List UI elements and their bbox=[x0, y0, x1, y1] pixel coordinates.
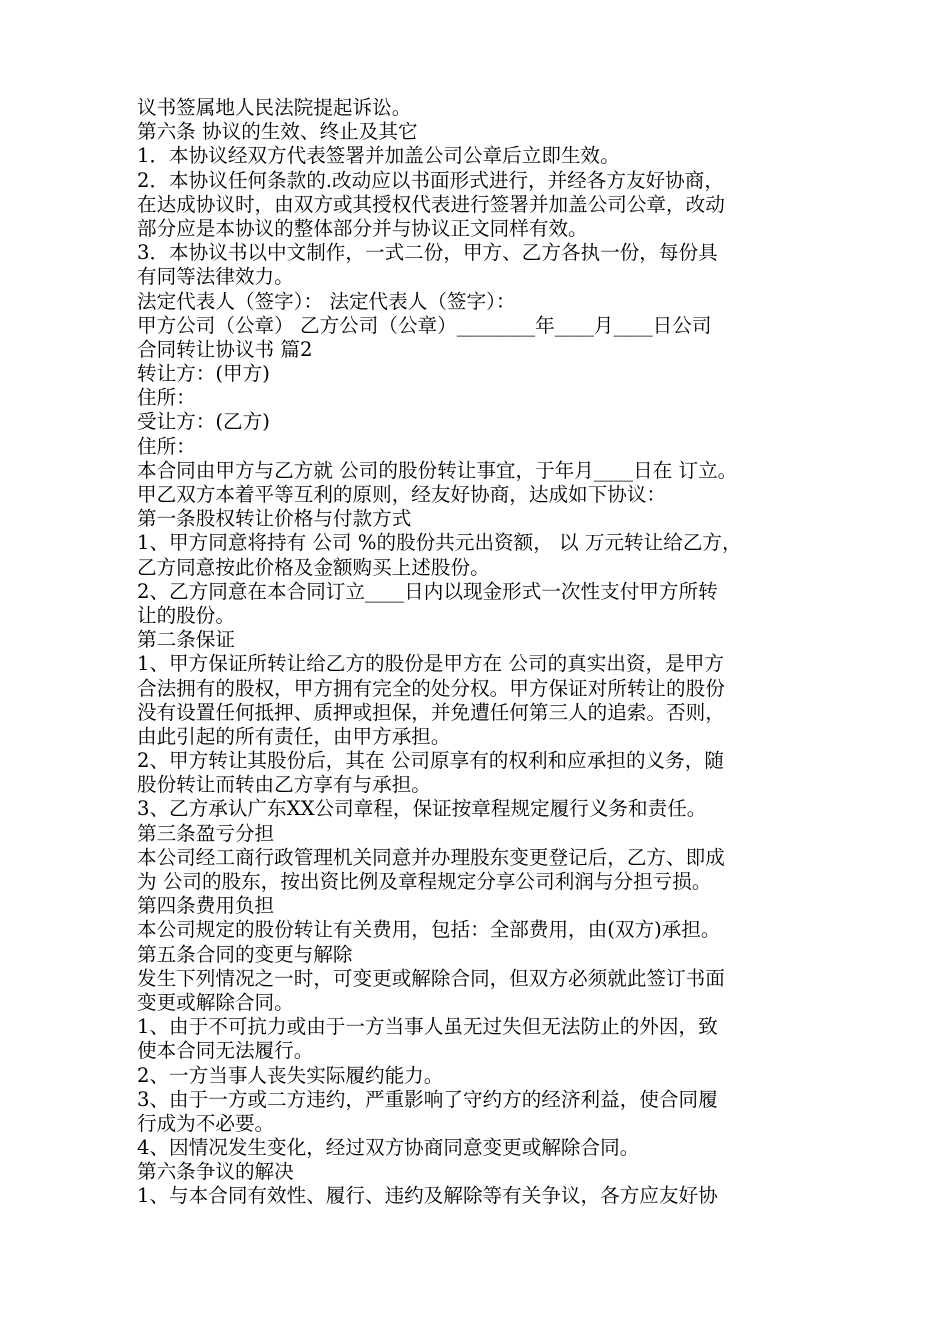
text-line: 由此引起的所有责任，由甲方承担。 bbox=[137, 724, 451, 748]
document-title: 合同转让协议书 篇2 bbox=[137, 337, 313, 361]
section-heading: 第四条费用负担 bbox=[137, 894, 275, 918]
text-line: 没有设置任何抵押、质押或担保，并免遭任何第三人的追索。否则， bbox=[137, 700, 725, 724]
text-line: 4、因情况发生变化，经过双方协商同意变更或解除合同。 bbox=[137, 1136, 640, 1160]
text-line: 在达成协议时，由双方或其授权代表进行签署并加盖公司公章，改动 bbox=[137, 192, 725, 216]
signature-line: 法定代表人（签字）： 法定代表人（签字）： bbox=[137, 289, 516, 313]
text-line: 本公司经工商行政管理机关同意并办理股东变更登记后，乙方、即成 bbox=[137, 845, 725, 869]
text-line: 议书签属地人民法院提起诉讼。 bbox=[137, 96, 412, 119]
section-heading: 第三条盈亏分担 bbox=[137, 821, 275, 845]
text-line: 1、甲方同意将持有 公司 %的股份共元出资额， 以 万元转让给乙方， bbox=[137, 531, 742, 555]
document-body bbox=[137, 96, 837, 1209]
section-heading: 第五条合同的变更与解除 bbox=[137, 942, 353, 966]
text-line: 2、甲方转让其股份后，其在 公司原享有的权利和应承担的义务，随 bbox=[137, 749, 724, 773]
text-line: 甲乙双方本着平等互利的原则，经友好协商，达成如下协议： bbox=[137, 483, 667, 506]
text-line: 受让方：(乙方) bbox=[137, 410, 270, 434]
text-line: 2．本协议任何条款的.改动应以书面形式进行，并经各方友好协商， bbox=[137, 168, 724, 192]
text-line: 有同等法律效力。 bbox=[137, 265, 294, 289]
text-line: 本公司规定的股份转让有关费用，包括：全部费用，由(双方)承担。 bbox=[137, 918, 721, 942]
text-line: 1、与本合同有效性、履行、违约及解除等有关争议，各方应友好协 bbox=[137, 1184, 718, 1208]
text-line: 变更或解除合同。 bbox=[137, 990, 294, 1014]
seal-date-line: 甲方公司（公章） 乙方公司（公章）________年____月____日公司 bbox=[137, 313, 712, 337]
text-line: 转让方：(甲方) bbox=[137, 362, 270, 386]
section-heading: 第六条 协议的生效、终止及其它 bbox=[137, 120, 418, 144]
section-heading: 第二条保证 bbox=[137, 628, 235, 652]
text-line: 合法拥有的股权，甲方拥有完全的处分权。甲方保证对所转让的股份 bbox=[137, 676, 725, 700]
section-heading: 第一条股权转让价格与付款方式 bbox=[137, 507, 412, 531]
text-line: 2、一方当事人丧失实际履约能力。 bbox=[137, 1063, 444, 1087]
text-line: 本合同由甲方与乙方就 公司的股份转让事宜，于年月____日在 订立。 bbox=[137, 458, 738, 482]
text-line: 1、甲方保证所转让给乙方的股份是甲方在 公司的真实出资，是甲方 bbox=[137, 652, 724, 676]
text-line: 3、由于一方或二方违约，严重影响了守约方的经济利益，使合同履 bbox=[137, 1087, 718, 1111]
text-line: 2、乙方同意在本合同订立____日内以现金形式一次性支付甲方所转 bbox=[137, 579, 718, 603]
text-line: 部分应是本协议的整体部分并与协议正文同样有效。 bbox=[137, 216, 588, 240]
text-line: 使本合同无法履行。 bbox=[137, 1039, 314, 1063]
text-line: 1．本协议经双方代表签署并加盖公司公章后立即生效。 bbox=[137, 144, 620, 168]
text-line: 行成为不必要。 bbox=[137, 1111, 275, 1135]
text-line: 为 公司的股东，按出资比例及章程规定分享公司利润与分担亏损。 bbox=[137, 870, 712, 893]
text-line: 住所： bbox=[137, 434, 196, 458]
section-heading: 第六条争议的解决 bbox=[137, 1160, 294, 1184]
text-line: 股份转让而转由乙方享有与承担。 bbox=[137, 773, 431, 797]
text-line: 住所： bbox=[137, 386, 196, 410]
text-line: 3、乙方承认广东XX公司章程，保证按章程规定履行义务和责任。 bbox=[137, 797, 707, 821]
text-line: 1、由于不可抗力或由于一方当事人虽无过失但无法防止的外因，致 bbox=[137, 1015, 718, 1039]
text-line: 3．本协议书以中文制作，一式二份，甲方、乙方各执一份，每份具 bbox=[137, 241, 718, 265]
text-line: 让的股份。 bbox=[137, 603, 235, 627]
text-line: 发生下列情况之一时，可变更或解除合同，但双方必须就此签订书面 bbox=[137, 966, 725, 990]
text-line: 乙方同意按此价格及金额购买上述股份。 bbox=[137, 555, 490, 579]
